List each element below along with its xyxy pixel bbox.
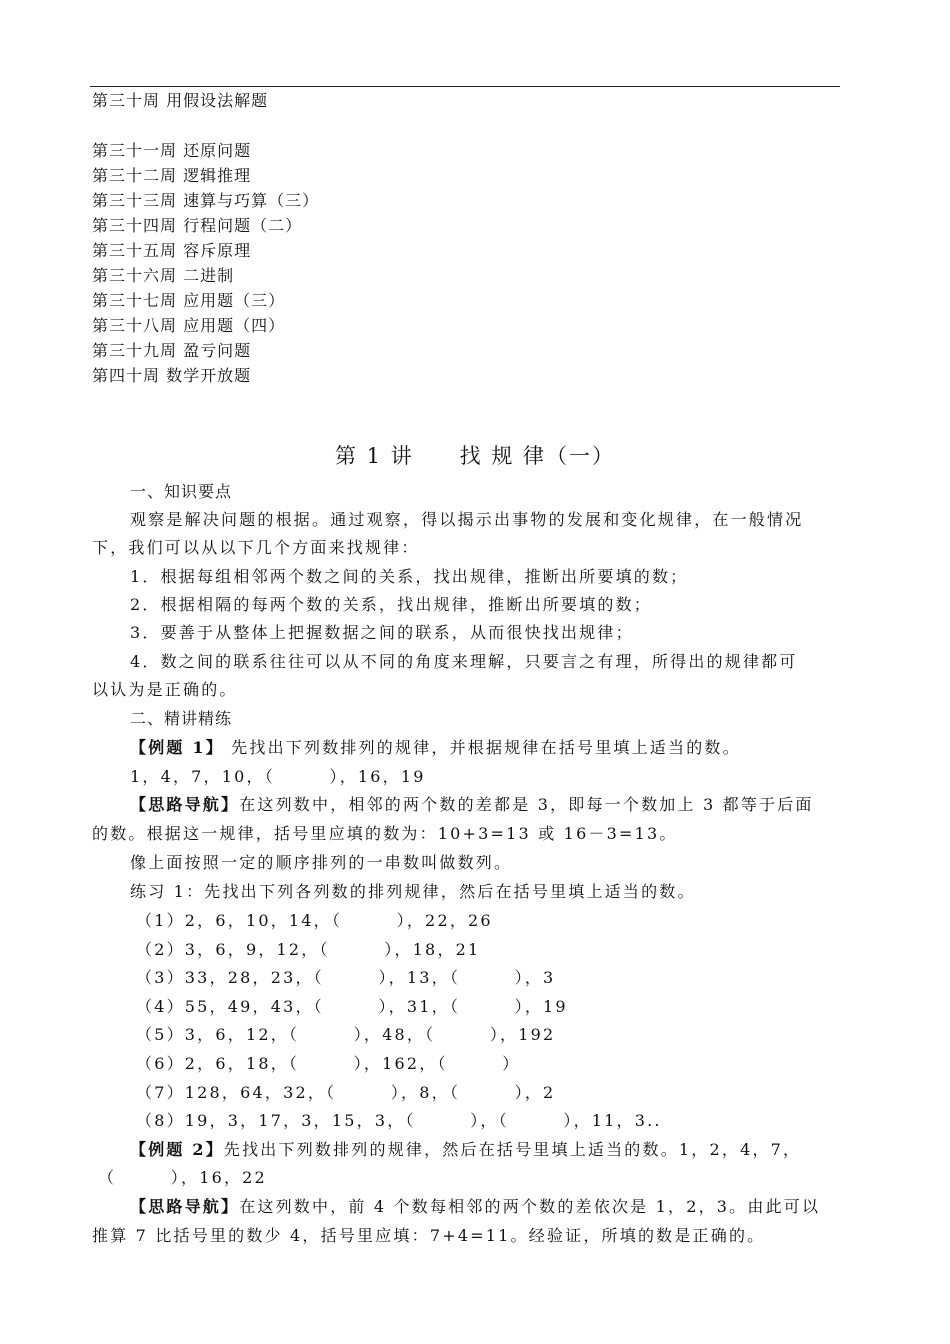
toc-item: 第三十八周 应用题（四） [92,316,286,335]
toc-item: 第三十一周 还原问题 [92,141,252,160]
knowledge-point: 3．要善于从整体上把握数据之间的联系，从而很快找出规律； [130,623,634,642]
lesson-name: 找 规 律（一） [459,444,616,468]
knowledge-point: 4．数之间的联系往往可以从不同的角度来理解，只要言之有理，所得出的规律都可 [130,652,798,671]
lesson-number: 第 1 讲 [334,444,414,468]
exercise-item: （1）2，6，10，14，（ ），22，26 [136,911,493,930]
knowledge-point: 1．根据每组相邻两个数之间的关系，找出规律，推断出所要填的数； [130,567,689,586]
hint-line [130,1196,820,1218]
definition: 像上面按照一定的顺序排列的一串数叫做数列。 [130,853,513,872]
hint-line [130,794,814,816]
example-tag: 【例题 1】 [130,738,224,757]
hint-tag: 【思路导航】 [130,795,240,814]
knowledge-point-cont: 以认为是正确的。 [92,680,238,699]
header-rule [90,86,840,87]
toc-item: 第三十九周 盈亏问题 [92,341,252,360]
hint-text: 在这列数中，相邻的两个数的差都是 3，即每一个数加上 3 都等于后面 [239,795,814,814]
example-text: 先找出下列数排列的规律，然后在括号里填上适当的数。1，2，4，7， [223,1140,802,1159]
toc-item: 第三十五周 容斥原理 [92,241,252,260]
practice-heading: 练习 1：先找出下列各列数的排列规律，然后在括号里填上适当的数。 [130,882,696,901]
exercise-item: （8）19，3，17，3，15，3，（ ），（ ），11，3.. [136,1111,662,1130]
toc-item: 第三十四周 行程问题（二） [92,216,303,235]
intro-line: 观察是解决问题的根据。通过观察，得以揭示出事物的发展和变化规律，在一般情况 [130,510,804,529]
section-heading: 二、精讲精练 [130,709,233,728]
example-1-statement [130,737,741,759]
exercise-item: （4）55，49，43，（ ），31，（ ），19 [136,997,568,1016]
toc-item: 第四十周 数学开放题 [92,366,252,385]
section-heading: 一、知识要点 [130,482,233,501]
hint-line: 的数。根据这一规律，括号里应填的数为：10+3=13 或 16－3=13。 [92,824,678,843]
hint-tag: 【思路导航】 [130,1197,240,1216]
knowledge-point: 2．根据相隔的每两个数的关系，找出规律，推断出所要填的数； [130,595,652,614]
exercise-item: （7）128，64，32，（ ），8，（ ），2 [136,1083,556,1102]
exercise-item: （2）3，6，9，12，（ ），18，21 [136,940,481,959]
toc-item: 第三十周 用假设法解题 [92,91,269,110]
toc-item: 第三十六周 二进制 [92,266,235,285]
example-tag: 【例题 2】 [130,1140,224,1159]
toc-item: 第三十七周 应用题（三） [92,291,286,310]
example-text: 先找出下列数排列的规律，并根据规律在括号里填上适当的数。 [223,738,741,757]
lesson-title [0,442,950,470]
hint-text: 在这列数中，前 4 个数每相邻的两个数的差依次是 1，2，3。由此可以 [239,1197,821,1216]
toc-item: 第三十二周 逻辑推理 [92,166,252,185]
example-2-statement [130,1139,801,1161]
example-sequence: 1，4，7，10，（ ），16，19 [130,767,426,786]
exercise-item: （5）3，6，12，（ ），48，（ ），192 [136,1025,556,1044]
intro-line: 下，我们可以从以下几个方面来找规律： [92,538,420,557]
example-2-cont: （ ），16，22 [98,1168,267,1187]
exercise-item: （6）2，6，18，（ ），162，（ ） [136,1054,521,1073]
hint-line: 推算 7 比括号里的数少 4，括号里应填：7+4=11。经验证，所填的数是正确的。 [92,1226,766,1245]
exercise-item: （3）33，28，23，（ ），13，（ ），3 [136,968,556,987]
toc-item: 第三十三周 速算与巧算（三） [92,191,320,210]
